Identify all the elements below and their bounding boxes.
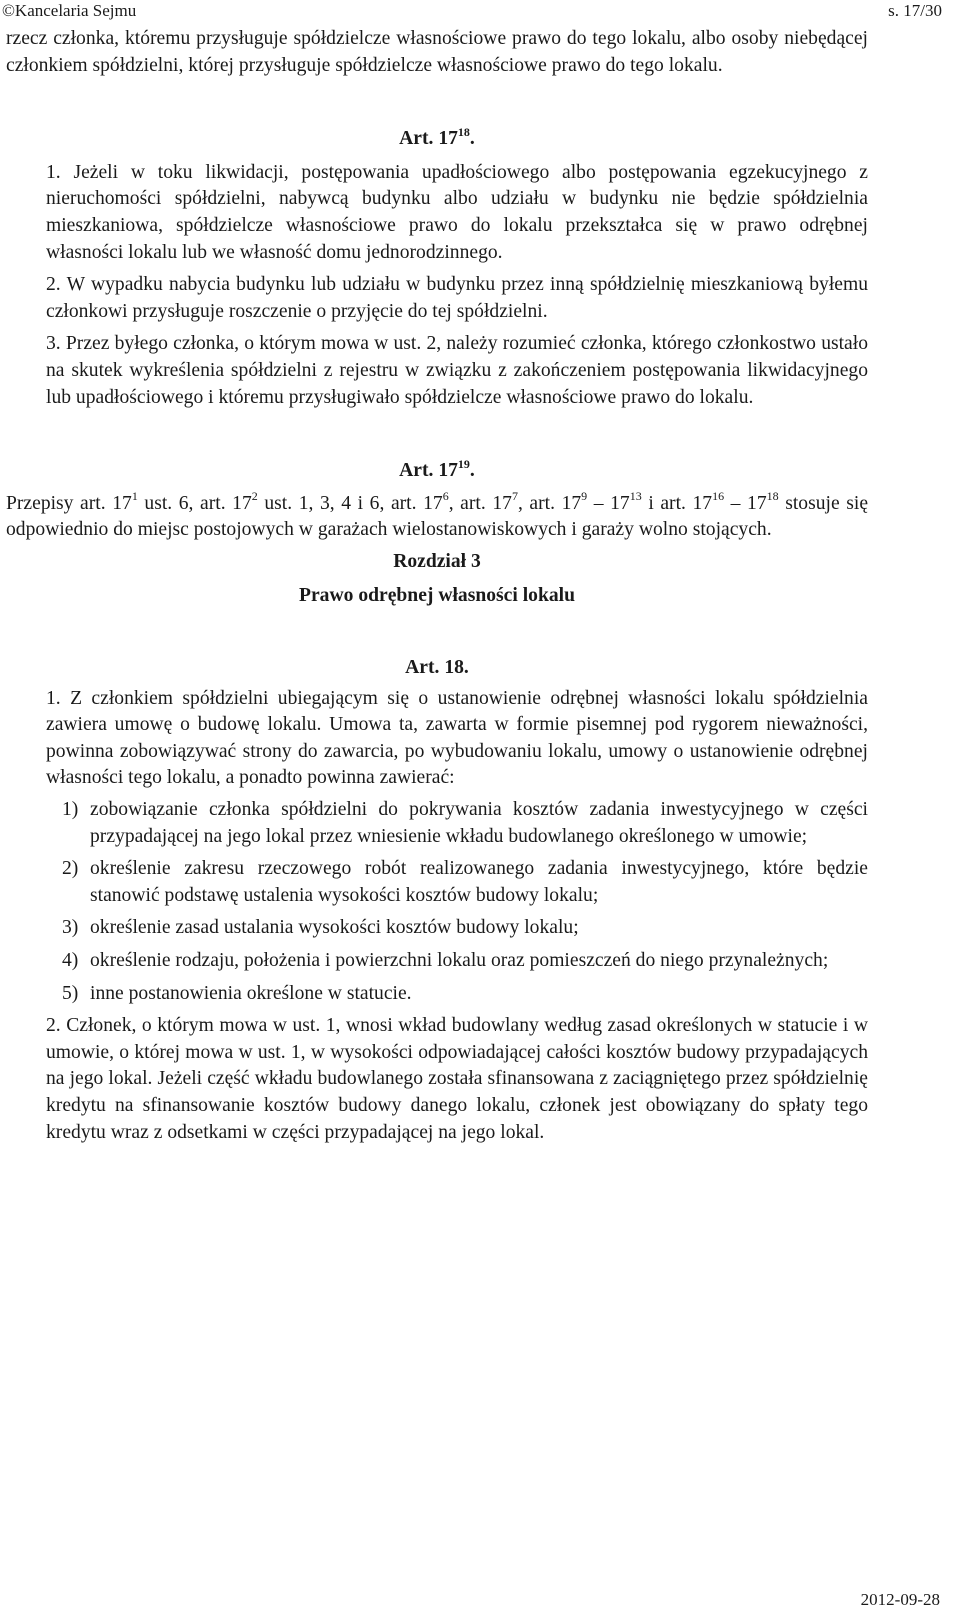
list-item-number: 5) (62, 982, 79, 1004)
list-item-text: zobowiązanie członka spółdzielni do pokrywania kosztów zadania inwestycyjnego w części przypadającej na jego lokal przez wniesienie wkładu budowlanego określonego w umowie; (90, 799, 868, 847)
list-item-text: inne postanowienia określone w statucie. (90, 982, 412, 1004)
art-17-19-paragraph: Przepisy art. $17^1$ ust. 6, art. $17^2$ ust. 1, 3, 4 i 6, art. $17^6$, art. $17^7$, art. $17^9 - 17^{13}$ i art. $17^{16} - 17^{18}$ stosuje się odpowiednio do miejsc postojowych w garażach wielostanowiskowych i garaży wolno stojących. (6, 489, 869, 541)
list-item-number: 2) (62, 858, 79, 880)
document-body (6, 26, 868, 1146)
art-17-18-para-3: 3. Przez byłego członka, o którym mowa w ust. 2, należy rozumieć członka, którego członkostwo ustało na skutek wykreślenia spółdzielni z rejestru w związku z zakończeniem postępowania likwidacyjnego lub upadłościowego i któremu przysługiwało spółdzielcze własnościowe prawo do lokalu. (46, 333, 868, 408)
article-heading-18: Art. 18. (405, 657, 469, 679)
article-heading-17-19: Art. $17^{19}$. (399, 456, 475, 482)
list-item (62, 856, 868, 909)
page-header (0, 0, 960, 22)
art-18-para-1: 1. Z członkiem spółdzielni ubiegającym się o ustanowienie odrębnej własności lokalu spółdzielnia zawiera umowę o budowę lokalu. Umowa ta, zawarta w formie pisemnej pod rygorem nieważności, powinna zobowiązywać strony do zawarcia, po wybudowaniu lokalu, umowy o ustanowienie odrębnej własności tego lokalu, a ponadto powinna zawierać: (46, 687, 868, 789)
list-item-text: określenie rodzaju, położenia i powierzchni lokalu oraz pomieszczeń do niego przynależnych; (90, 950, 829, 972)
article-heading-17-18: Art. $17^{18}$. (399, 124, 475, 150)
footer-date: 2012-09-28 (860, 1590, 940, 1609)
art-18-para-2: 2. Członek, o którym mowa w ust. 1, wnosi wkład budowlany według zasad określonych w statucie i w umowie, o której mowa w ust. 1, w wysokości odpowiadającej całości kosztów budowy przypadających na jego lokal. Jeżeli część wkładu budowlanego została sfinansowana z zaciągniętego przez spółdzielnię kredytu na sfinansowanie kosztów budowy danego lokalu, członek jest obowiązany do spłaty tego kredytu wraz z odsetkami w części przypadającej na jego lokal. (46, 1015, 868, 1143)
list-item (62, 797, 868, 850)
copyright-label: ©Kancelaria Sejmu (2, 1, 137, 20)
art-17-18-para-1: 1. Jeżeli w toku likwidacji, postępowania upadłościowego albo postępowania egzekucyjnego z nieruchomości spółdzielni, nabywcą budynku albo udziału w budynku nie będzie spółdzielnia mieszkaniowa, spółdzielcze własnościowe prawo do lokalu przekształca się w prawo odrębnej własności lokalu lub we własność domu jednorodzinnego. (46, 161, 868, 263)
page-number: s. 17/30 (888, 1, 942, 20)
art-18-item-list (6, 797, 868, 1007)
list-item-text: określenie zakresu rzeczowego robót realizowanego zadania inwestycyjnego, które będzie stanowić podstawę ustalenia wysokości kosztów budowy lokalu; (90, 858, 868, 906)
list-item (62, 915, 868, 942)
list-item-number: 1) (62, 799, 79, 821)
art-17-18-para-2: 2. W wypadku nabycia budynku lub udziału w budynku przez inną spółdzielnię mieszkaniową byłemu członkowi przysługuje roszczenie o przyjęcie do tej spółdzielni. (46, 274, 868, 322)
list-item (62, 981, 868, 1008)
chapter-number: Rozdział 3 (393, 550, 481, 572)
list-item-number: 4) (62, 950, 79, 972)
list-item-text: określenie zasad ustalania wysokości kosztów budowy lokalu; (90, 917, 579, 939)
list-item-number: 3) (62, 917, 79, 939)
list-item (62, 948, 868, 975)
intro-paragraph: rzecz członka, któremu przysługuje spółdzielcze własnościowe prawo do tego lokalu, albo osoby niebędącej członkiem spółdzielni, której przysługuje spółdzielcze własnościowe prawo do tego lokalu. (6, 28, 868, 76)
chapter-title: Prawo odrębnej własności lokalu (299, 584, 575, 606)
